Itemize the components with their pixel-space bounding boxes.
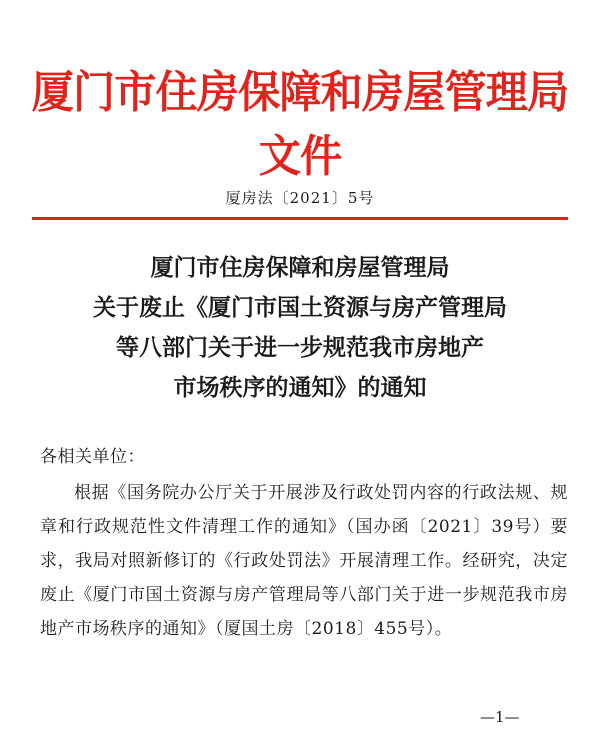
addressee: 各相关单位： [40, 447, 145, 467]
title-line: 等八部门关于进一步规范我市房地产 [116, 334, 484, 361]
document-title [0, 248, 600, 408]
page-number: —1— [480, 708, 520, 726]
document-number: 厦房法〔2021〕5号 [225, 189, 375, 207]
title-line: 厦门市住房保障和房屋管理局 [150, 254, 450, 281]
red-divider-line [32, 217, 568, 220]
body-text [40, 476, 568, 646]
document-header-title: 厦门市住房保障和房屋管理局文件 [31, 67, 569, 182]
body-paragraph: 根据《国务院办公厅关于开展涉及行政处罚内容的行政法规、规章和行政规范性文件清理工作的通知》（国办函〔2021〕39号）要求，我局对照新修订的《行政处罚法》开展清理工作。经研究，决定废止《厦门市国土资源与房产管理局等八部门关于进一步规范我市房地产市场秩序的通知》（厦国土房〔2018〕455号）。 [40, 483, 568, 639]
title-line: 关于废止《厦门市国土资源与房产管理局 [93, 294, 507, 321]
title-line: 市场秩序的通知》的通知 [173, 374, 427, 401]
